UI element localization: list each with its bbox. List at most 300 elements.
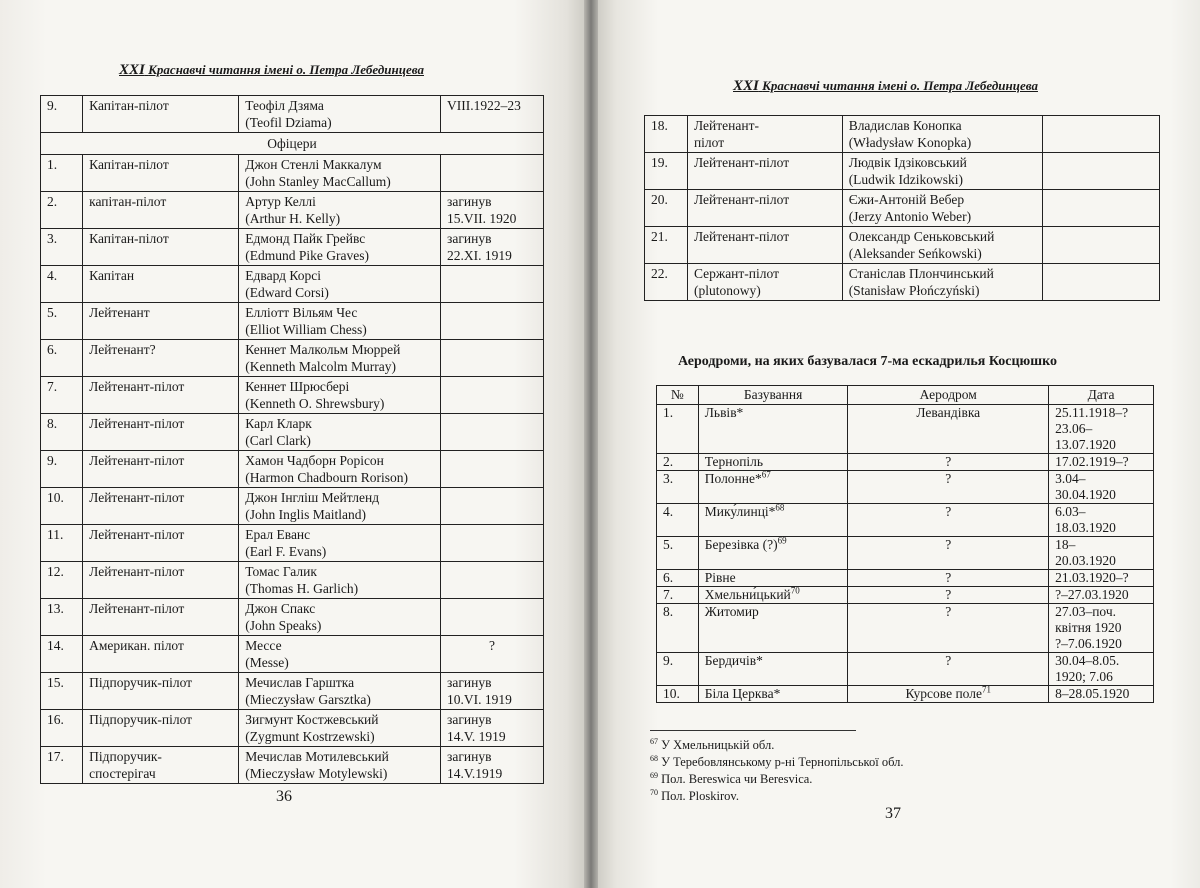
name-latin: (Kenneth O. Shrewsbury) — [245, 396, 385, 411]
name-cyrillic: Едвард Корсі — [245, 268, 321, 283]
name-cyrillic: Карл Кларк — [245, 416, 312, 431]
name-cyrillic: Олександр Сеньковський — [848, 229, 995, 244]
note-cell — [441, 266, 544, 303]
running-header — [733, 78, 1038, 95]
date-line: 27.03–поч. — [1055, 604, 1116, 619]
rank-cell — [83, 155, 239, 192]
note-cell — [441, 525, 544, 562]
name-cell — [239, 451, 441, 488]
row-number: 16. — [41, 710, 83, 747]
name-cell — [239, 377, 441, 414]
row-number: 6. — [657, 570, 699, 587]
date-line: 23.06– — [1055, 421, 1093, 436]
rank-cell — [83, 377, 239, 414]
rank-cell — [83, 303, 239, 340]
footnote — [650, 771, 904, 788]
airfield-cell — [848, 587, 1049, 604]
airfield-cell — [848, 604, 1049, 653]
date-cell — [1049, 587, 1154, 604]
base-cell — [698, 405, 848, 454]
date-line: 30.04–8.05. — [1055, 653, 1120, 668]
date-cell — [1049, 686, 1154, 703]
table-row — [657, 653, 1154, 686]
name-cyrillic: Мечислав Мотилевський — [245, 749, 389, 764]
row-number: 5. — [657, 537, 699, 570]
footnote-separator — [650, 730, 856, 731]
row-number: 10. — [657, 686, 699, 703]
footnote-ref: 68 — [775, 502, 785, 513]
row-number: 4. — [41, 266, 83, 303]
row-number: 3. — [41, 229, 83, 266]
date-line: 8–28.05.1920 — [1055, 686, 1130, 701]
base-cell — [698, 653, 848, 686]
footnote-text: Пол. Bereswica чи Beresvica. — [658, 772, 813, 786]
base-cell — [698, 454, 848, 471]
note-text: загинув — [447, 712, 492, 727]
date-line: ?–7.06.1920 — [1055, 636, 1122, 651]
table-row — [657, 504, 1154, 537]
rank-text: Лейтенант-пілот — [693, 229, 790, 244]
name-cell — [239, 488, 441, 525]
name-cell — [842, 227, 1043, 264]
rank-cell — [83, 747, 239, 784]
book-gutter — [584, 0, 598, 888]
note-cell — [441, 155, 544, 192]
right-page — [598, 0, 1200, 888]
table-row — [657, 537, 1154, 570]
note-date: 14.V. 1919 — [447, 729, 506, 744]
row-number: 5. — [41, 303, 83, 340]
name-latin: (Ludwik Idzikowski) — [848, 172, 964, 187]
rank-text-cont: пілот — [693, 135, 725, 150]
footnote — [650, 754, 904, 771]
base-name: Рівне — [704, 570, 736, 585]
name-latin: (Jerzy Antonio Weber) — [848, 209, 972, 224]
row-number: 2. — [657, 454, 699, 471]
name-latin: (Earl F. Evans) — [245, 544, 327, 559]
date-line: 17.02.1919–? — [1055, 454, 1129, 469]
rank-cell — [83, 636, 239, 673]
footnote-ref: 69 — [777, 535, 787, 546]
name-cell — [239, 155, 441, 192]
name-latin: (Mieczysław Garsztka) — [245, 692, 371, 707]
name-cell — [239, 747, 441, 784]
table-row — [41, 340, 544, 377]
name-cell — [239, 266, 441, 303]
name-latin: (Arthur H. Kelly) — [245, 211, 341, 226]
airfield-name: ? — [945, 537, 952, 552]
column-header: № — [657, 386, 699, 405]
row-number: 8. — [657, 604, 699, 653]
name-cyrillic: Теофіл Дзяма — [245, 98, 324, 113]
column-header: Дата — [1049, 386, 1154, 405]
row-number: 19. — [645, 153, 688, 190]
table-row — [657, 471, 1154, 504]
date-cell — [1049, 604, 1154, 653]
row-number: 9. — [41, 96, 83, 133]
note-date: 22.XI. 1919 — [447, 248, 512, 263]
row-number: 13. — [41, 599, 83, 636]
note-text: загинув — [447, 194, 492, 209]
rank-text: Капітан-пілот — [89, 157, 169, 172]
rank-cell — [83, 599, 239, 636]
airfield-cell — [848, 471, 1049, 504]
row-number: 4. — [657, 504, 699, 537]
rank-text: Лейтенант-пілот — [89, 416, 185, 431]
date-line: 30.04.1920 — [1055, 487, 1116, 502]
name-cell — [842, 264, 1043, 301]
rank-text: Лейтенант-пілот — [89, 564, 185, 579]
name-cyrillic: Едмонд Пайк Грейвс — [245, 231, 366, 246]
name-cell — [239, 229, 441, 266]
rank-text-cont: спостерігач — [89, 766, 156, 781]
name-cell — [239, 192, 441, 229]
note-cell — [441, 340, 544, 377]
table-row — [41, 599, 544, 636]
section-label: Офіцери — [41, 133, 544, 155]
name-cyrillic: Владислав Конопка — [848, 118, 962, 133]
row-number: 22. — [645, 264, 688, 301]
section-row — [41, 133, 544, 155]
name-cell — [239, 525, 441, 562]
table-row — [41, 747, 544, 784]
airfield-name: Курсове поле — [905, 686, 982, 701]
table-row — [41, 562, 544, 599]
airfield-name: ? — [945, 570, 952, 585]
footnote-text: У Хмельницькій обл. — [658, 738, 775, 752]
date-cell — [1049, 471, 1154, 504]
note-cell: VIII.1922–23 — [441, 96, 544, 133]
note-date: 10.VI. 1919 — [447, 692, 512, 707]
row-number: 14. — [41, 636, 83, 673]
name-cyrillic: Мечислав Гарштка — [245, 675, 355, 690]
table-row — [657, 454, 1154, 471]
rank-text: Лейтенант-пілот — [89, 490, 185, 505]
footnote-number: 70 — [650, 787, 658, 797]
note-cell — [441, 303, 544, 340]
footnote — [650, 737, 904, 754]
rank-text: Американ. пілот — [89, 638, 184, 653]
date-line: 13.07.1920 — [1055, 437, 1116, 452]
name-cell — [239, 710, 441, 747]
rank-cell: Капітан-пілот — [83, 96, 239, 133]
name-latin: (Zygmunt Kostrzewski) — [245, 729, 375, 744]
rank-cell — [83, 192, 239, 229]
row-number: 6. — [41, 340, 83, 377]
table-row — [41, 673, 544, 710]
page-number: 37 — [885, 805, 901, 822]
rank-text: Підпоручик-пілот — [89, 712, 193, 727]
airfield-name: ? — [945, 653, 952, 668]
rank-text: Капітан-пілот — [89, 231, 169, 246]
row-number: 10. — [41, 488, 83, 525]
airfield-cell — [848, 570, 1049, 587]
note-text: ? — [489, 638, 495, 653]
rank-cell — [687, 227, 842, 264]
name-latin: (Edmund Pike Graves) — [245, 248, 370, 263]
date-cell — [1049, 570, 1154, 587]
name-cell — [239, 599, 441, 636]
base-name: Тернопіль — [704, 454, 764, 469]
row-number: 15. — [41, 673, 83, 710]
table-row — [41, 525, 544, 562]
rank-text: Лейтенант? — [89, 342, 156, 357]
rank-cell — [83, 414, 239, 451]
note-text: загинув — [447, 675, 492, 690]
base-name: Житомир — [704, 604, 759, 619]
officers-table — [40, 95, 544, 784]
date-cell — [1049, 653, 1154, 686]
name-cyrillic: Джон Спакс — [245, 601, 316, 616]
name-latin: (Elliot William Chess) — [245, 322, 367, 337]
note-cell — [1043, 153, 1160, 190]
note-cell — [441, 451, 544, 488]
name-latin: (Edward Corsi) — [245, 285, 329, 300]
footnote — [650, 788, 904, 805]
row-number: 9. — [41, 451, 83, 488]
name-cyrillic: Джон Стенлі Маккалум — [245, 157, 382, 172]
name-cyrillic: Артур Келлі — [245, 194, 316, 209]
table-row — [645, 227, 1160, 264]
table-row — [657, 686, 1154, 703]
pilots-table — [644, 115, 1160, 301]
table-row — [41, 710, 544, 747]
header-numeral: XXI — [119, 62, 145, 78]
name-cyrillic: Зигмунт Костжевський — [245, 712, 379, 727]
row-number: 21. — [645, 227, 688, 264]
rank-text-cont: (plutonowy) — [693, 283, 761, 298]
footnote-ref: 67 — [761, 469, 771, 480]
date-line: 3.04– — [1055, 471, 1086, 486]
name-cell — [239, 340, 441, 377]
page-number: 36 — [276, 788, 292, 805]
airfield-cell — [848, 454, 1049, 471]
base-name: Біла Церква* — [704, 686, 781, 701]
date-line: 20.03.1920 — [1055, 553, 1116, 568]
running-header — [119, 62, 424, 79]
table-row — [657, 405, 1154, 454]
note-date: 15.VII. 1920 — [447, 211, 517, 226]
row-number: 12. — [41, 562, 83, 599]
date-line: 18.03.1920 — [1055, 520, 1116, 535]
date-cell — [1049, 537, 1154, 570]
row-number: 8. — [41, 414, 83, 451]
column-header: Аеродром — [848, 386, 1049, 405]
name-latin: (Carl Clark) — [245, 433, 311, 448]
name-cyrillic: Мессе — [245, 638, 282, 653]
rank-cell — [83, 340, 239, 377]
table-row — [41, 303, 544, 340]
name-cell — [239, 636, 441, 673]
footnote-number: 68 — [650, 753, 658, 763]
name-latin: (John Stanley MacCallum) — [245, 174, 391, 189]
airfield-name: ? — [945, 504, 952, 519]
base-cell — [698, 570, 848, 587]
header-numeral: XXI — [733, 78, 759, 94]
rank-text: Лейтенант-пілот — [693, 155, 790, 170]
footnote-number: 69 — [650, 770, 658, 780]
date-line: ?–27.03.1920 — [1055, 587, 1129, 602]
note-cell — [1043, 264, 1160, 301]
row-number: 7. — [657, 587, 699, 604]
table-row — [41, 155, 544, 192]
airfield-cell — [848, 504, 1049, 537]
airfield-name: ? — [945, 454, 952, 469]
row-number: 9. — [657, 653, 699, 686]
rank-text: Лейтенант-пілот — [89, 527, 185, 542]
note-cell — [441, 673, 544, 710]
rank-text: Лейтенант- — [693, 118, 759, 133]
date-cell — [1049, 504, 1154, 537]
airfield-cell — [848, 686, 1049, 703]
row-number: 1. — [657, 405, 699, 454]
table-row — [41, 192, 544, 229]
name-cyrillic: Людвік Ідзіковський — [848, 155, 967, 170]
rank-cell — [83, 525, 239, 562]
rank-cell — [687, 190, 842, 227]
table-row — [41, 451, 544, 488]
note-cell — [441, 599, 544, 636]
note-cell — [441, 562, 544, 599]
date-line: 1920; 7.06 — [1055, 669, 1113, 684]
table-row — [41, 377, 544, 414]
name-latin: (Stanisław Płończyński) — [848, 283, 980, 298]
note-text: загинув — [447, 231, 492, 246]
table-header-row — [657, 386, 1154, 405]
name-cyrillic: Кеннет Шрюсбері — [245, 379, 350, 394]
name-latin: (Władysław Konopka) — [848, 135, 972, 150]
note-cell — [441, 229, 544, 266]
base-cell — [698, 471, 848, 504]
header-title: Краснавчі читання імені о. Петра Лебединцева — [148, 62, 424, 77]
name-cyrillic: Еллiотт Вільям Чес — [245, 305, 358, 320]
base-cell — [698, 587, 848, 604]
table-row — [41, 414, 544, 451]
base-name: Львів* — [704, 405, 744, 420]
rank-cell — [83, 710, 239, 747]
name-cell — [239, 303, 441, 340]
name-cell — [842, 116, 1043, 153]
row-number: 18. — [645, 116, 688, 153]
name-cyrillic: Єжи-Антоній Вебер — [848, 192, 965, 207]
name-latin: (John Inglis Maitland) — [245, 507, 367, 522]
rank-cell — [687, 116, 842, 153]
footnote-text: Пол. Ploskirov. — [658, 789, 739, 803]
table-row — [41, 96, 544, 133]
table-row — [657, 570, 1154, 587]
table-row — [645, 116, 1160, 153]
airfields-title: Аеродроми, на яких базувалася 7-ма ескадрилья Косцюшко — [678, 354, 1057, 369]
airfield-name: ? — [945, 471, 952, 486]
name-cyrillic: Томас Галик — [245, 564, 317, 579]
base-cell — [698, 537, 848, 570]
note-cell — [441, 377, 544, 414]
name-cyrillic: Хамон Чадборн Рорісон — [245, 453, 384, 468]
note-cell — [1043, 227, 1160, 264]
row-number: 1. — [41, 155, 83, 192]
rank-cell — [83, 488, 239, 525]
date-line: 6.03– — [1055, 504, 1086, 519]
note-cell — [441, 414, 544, 451]
table-row — [645, 264, 1160, 301]
base-name: Хмельни́цький — [704, 587, 791, 602]
row-number: 2. — [41, 192, 83, 229]
table-row — [41, 229, 544, 266]
column-header: Базування — [698, 386, 848, 405]
row-number: 17. — [41, 747, 83, 784]
name-latin: (Thomas H. Garlich) — [245, 581, 359, 596]
name-latin: (Mieczysław Motylewski) — [245, 766, 388, 781]
airfield-name: ? — [945, 587, 952, 602]
note-cell — [441, 192, 544, 229]
base-name: Бердичів* — [704, 653, 763, 668]
rank-text: Підпоручик-пілот — [89, 675, 193, 690]
rank-cell — [83, 673, 239, 710]
airfield-name: Левандівка — [916, 405, 981, 420]
header-title: Краснавчі читання імені о. Петра Лебединцева — [762, 78, 1038, 93]
rank-text: Лейтенант — [89, 305, 150, 320]
rank-text: Підпоручик- — [89, 749, 162, 764]
name-latin: (Harmon Chadbourn Rorison) — [245, 470, 409, 485]
name-cell — [239, 96, 441, 133]
airfield-cell — [848, 653, 1049, 686]
note-cell — [1043, 190, 1160, 227]
name-cyrillic: Кеннет Малкольм Мюррей — [245, 342, 401, 357]
row-number: 20. — [645, 190, 688, 227]
rank-cell — [687, 264, 842, 301]
airfield-cell — [848, 405, 1049, 454]
name-cell — [239, 673, 441, 710]
base-name: Мику́линці* — [704, 504, 776, 519]
name-cell — [239, 414, 441, 451]
base-name: Полонне* — [704, 471, 762, 486]
footnote-ref: 70 — [790, 585, 800, 596]
table-row — [41, 636, 544, 673]
table-row — [41, 488, 544, 525]
rank-cell — [83, 562, 239, 599]
note-cell — [441, 636, 544, 673]
base-name: Березівка (?) — [704, 537, 778, 552]
rank-text: капітан-пілот — [89, 194, 167, 209]
row-number: 3. — [657, 471, 699, 504]
date-cell — [1049, 454, 1154, 471]
note-cell — [441, 747, 544, 784]
table-row — [657, 604, 1154, 653]
name-latin: (Kenneth Malcolm Murray) — [245, 359, 396, 374]
officers-list — [41, 155, 544, 784]
rank-text: Лейтенант-пілот — [89, 453, 185, 468]
rank-text: Капітан — [89, 268, 135, 283]
base-cell — [698, 686, 848, 703]
rank-cell — [83, 266, 239, 303]
airfield-cell — [848, 537, 1049, 570]
table-row — [645, 153, 1160, 190]
left-page — [0, 0, 584, 888]
rank-text: Лейтенант-пілот — [89, 601, 185, 616]
rank-cell — [83, 451, 239, 488]
footnote-text: У Теребовлянському р-ні Тернопільської обл. — [658, 755, 904, 769]
name-cyrillic: Ерал Еванс — [245, 527, 311, 542]
note-text: загинув — [447, 749, 492, 764]
row-number: 7. — [41, 377, 83, 414]
footnotes — [650, 737, 904, 805]
table-row — [657, 587, 1154, 604]
name-cell — [239, 562, 441, 599]
rank-text: Сержант-пілот — [693, 266, 779, 281]
footnote-ref: 71 — [981, 684, 991, 695]
name-latin: (Messe) — [245, 655, 289, 670]
base-cell — [698, 604, 848, 653]
